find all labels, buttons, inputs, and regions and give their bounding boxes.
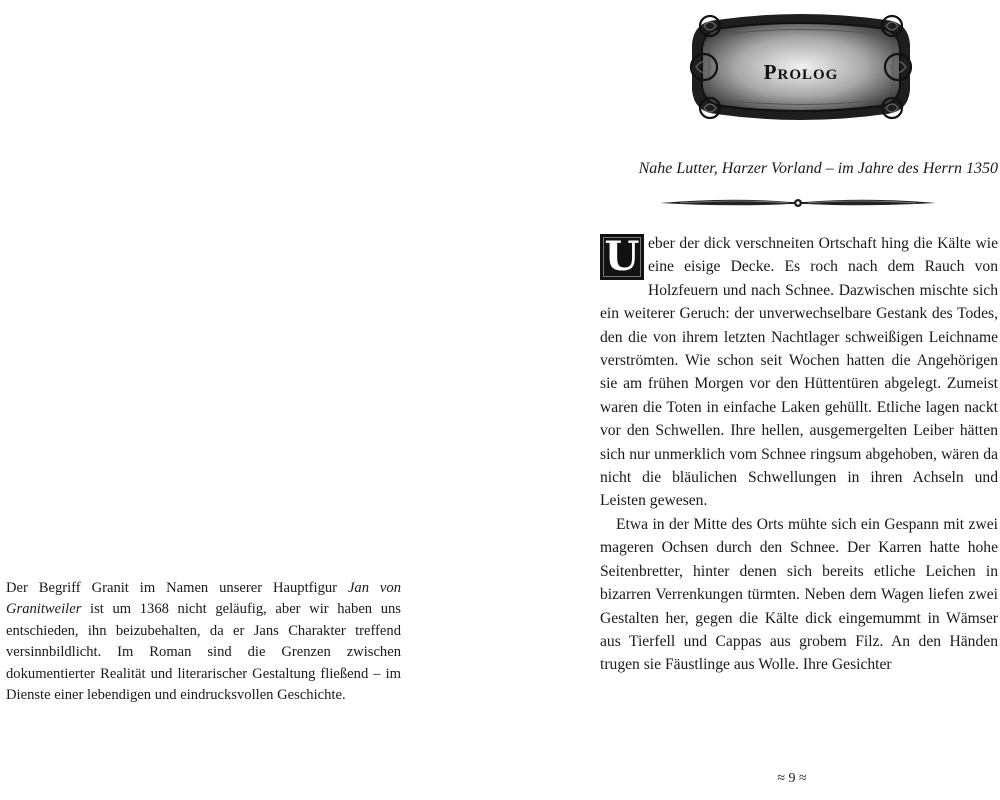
chapter-title: Prolog: [763, 60, 839, 84]
page-folio: [732, 771, 852, 787]
note-text-start: Der Begriff Granit im Namen unserer Hauptfigur: [6, 580, 348, 596]
note-text-end: ist um 1368 nicht geläufig, aber wir haben uns entschieden, ihn beizubehalten, da er Jans Charakter treffend versinnbildlicht. Im Roman sind die Grenzen zwischen dokumentierter Realität und literarischer Gestaltung fließend – im Dienste einer lebendigen und eindrucksvollen Geschichte.: [6, 601, 401, 704]
paragraph-1-text: eber der dick verschneiten Ortschaft hing die Kälte wie eine eisige Decke. Es roch nach dem Rauch von Holzfeuern und nach Schnee. Dazwischen mischte sich ein weiterer Geruch: der unverwechselbare Gestank des Todes, den die von ihrem letzten Nachtlager schweißigen Leichname verströmten. Wie schon seit Wochen hatten die Angehörigen sie am frühen Morgen vor den Hüttentüren abgelegt. Zumeist waren die Toten in einfache Laken gehüllt. Etliche lagen nackt vor den Schwellen. Ihre hellen, ausgemergelten Leiber hätten sich nur unmerklich vom Schnee ringsum abgehoben, wären da nicht die bläulichen Schwellungen in ihren Achseln und Leisten gewesen.: [600, 235, 998, 510]
divider-flourish-icon: [660, 195, 936, 211]
prologue-text: [600, 232, 998, 677]
paragraph-2: Etwa in der Mitte des Orts mühte sich ein Gespann mit zwei mageren Ochsen durch den Schnee. Der Karren hatte hohe Seitenbretter, hinter denen sich bereits etliche Leichen in bizarren Verrenkungen türmten. Neben dem Wagen liefen zwei Gestalten her, gegen die Kälte dick eingemummt in Wämser aus Tierfell und Cappas aus grobem Filz. An den Händen trugen sie Fäustlinge aus Wolle. Ihre Gesichter: [600, 515, 998, 674]
location-line: Nahe Lutter, Harzer Vorland – im Jahre des Herrn 1350: [638, 160, 998, 177]
right-page: [500, 0, 1000, 800]
chapter-badge: [686, 8, 916, 126]
hero-name: Jan von Granitweiler: [6, 580, 401, 618]
paragraph-1: [600, 232, 998, 513]
page-number: 9: [788, 771, 796, 786]
folio-ornament-left-icon: ≈: [777, 771, 785, 786]
folio-ornament-right-icon: ≈: [799, 771, 807, 786]
drop-cap: U: [600, 234, 644, 280]
author-note: [6, 578, 401, 706]
